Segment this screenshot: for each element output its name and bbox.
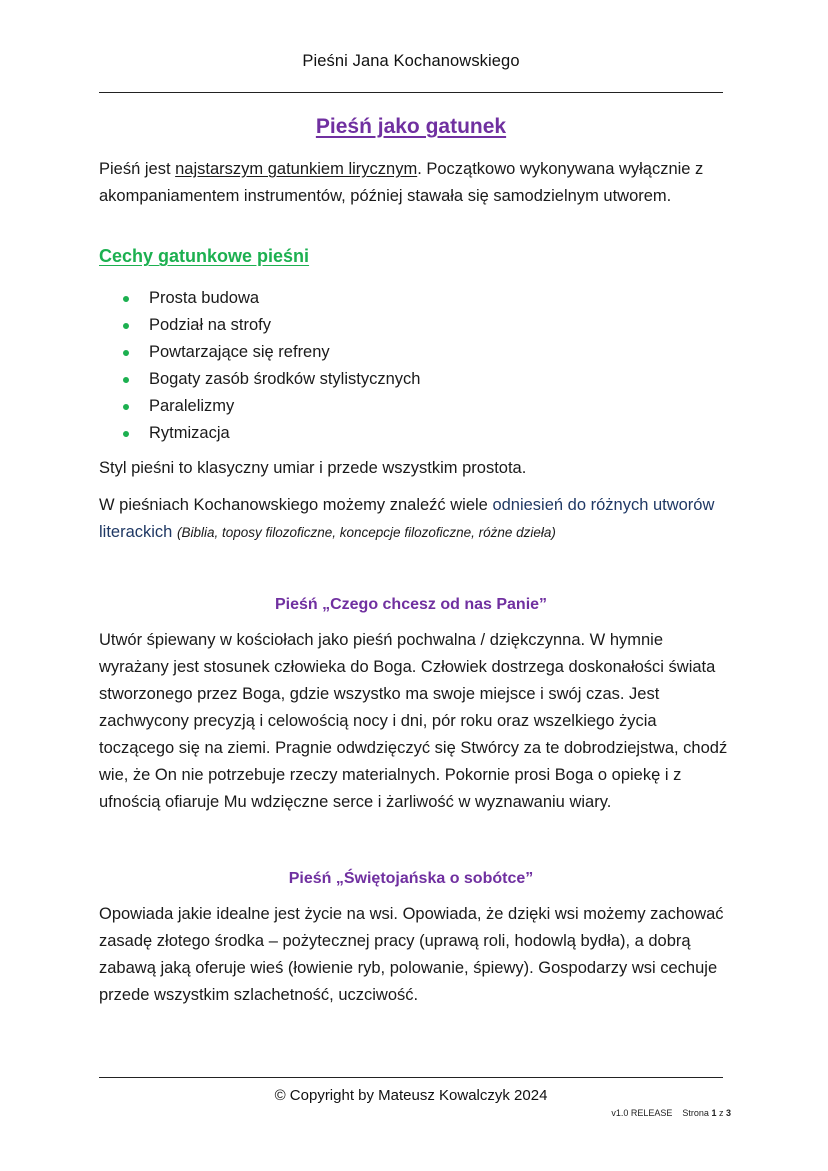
style-note: Styl pieśni to klasyczny umiar i przede wszystkim prostota.	[99, 459, 527, 477]
references-highlight: odniesień do różnych utworów literackich	[99, 496, 715, 541]
intro-underlined-phrase: najstarszym gatunkiem lirycznym	[175, 160, 418, 178]
list-item-text: Prosta budowa	[149, 289, 260, 307]
references-paragraph	[99, 492, 729, 546]
footer-divider	[99, 1077, 723, 1078]
bullet-icon	[123, 350, 129, 356]
page-title: Pieśń jako gatunek	[315, 115, 507, 138]
features-list	[99, 285, 420, 447]
bullet-icon	[123, 323, 129, 329]
section-body-sobotka: Opowiada jakie idealne jest życie na wsi. Opowiada, że dzięki wsi możemy zachować zasadę złotego środka – pożytecznej pracy (uprawą roli, hodowlą bydła), a dobrą zabawą jaką oferuje wieś (łowienie ryb, polowanie, śpiewy). Gospodarzy wsi cechuje przede wszystkim szlachetność, uczciwość.	[99, 905, 724, 1004]
page-total: 3	[725, 1108, 731, 1118]
list-item-text: Podział na strofy	[149, 316, 271, 334]
copyright-notice: © Copyright by Mateusz Kowalczyk 2024	[274, 1087, 548, 1104]
list-item	[99, 312, 420, 339]
intro-paragraph	[99, 156, 729, 210]
list-item-text: Rytmizacja	[149, 424, 230, 442]
references-examples: (Biblia, toposy filozoficzne, koncepcje filozoficzne, różne dzieła)	[176, 525, 556, 540]
bullet-icon	[123, 404, 129, 410]
intro-text-before: Pieśń jest	[99, 160, 176, 178]
list-item-text: Powtarzające się refreny	[149, 343, 330, 361]
list-item	[99, 420, 420, 447]
section-heading-sobotka: Pieśń „Świętojańska o sobótce”	[288, 870, 534, 887]
list-item-text: Paralelizmy	[149, 397, 235, 415]
page-meta	[611, 1108, 731, 1118]
header-divider	[99, 92, 723, 93]
list-item	[99, 285, 420, 312]
list-item	[99, 366, 420, 393]
list-item-text: Bogaty zasób środków stylistycznych	[149, 370, 421, 388]
bullet-icon	[123, 431, 129, 437]
bullet-icon	[123, 296, 129, 302]
intro-text-after: . Początkowo wykonywana wyłącznie z akompaniamentem instrumentów, później stawała się samodzielnym utworem.	[99, 160, 704, 205]
section-heading-czego-chcesz: Pieśń „Czego chcesz od nas Panie”	[274, 596, 548, 613]
page-of: z	[718, 1108, 724, 1118]
running-header: Pieśni Jana Kochanowskiego	[302, 52, 520, 70]
list-item	[99, 339, 420, 366]
bullet-icon	[123, 377, 129, 383]
references-text-before: W pieśniach Kochanowskiego możemy znaleźć wiele	[99, 496, 493, 514]
page-current: 1	[711, 1108, 717, 1118]
page-label: Strona	[682, 1108, 709, 1118]
list-item	[99, 393, 420, 420]
features-heading: Cechy gatunkowe pieśni	[99, 246, 310, 266]
version-label: v1.0 RELEASE	[611, 1108, 673, 1118]
section-body-czego-chcesz: Utwór śpiewany w kościołach jako pieśń pochwalna / dziękczynna. W hymnie wyrażany jest stosunek człowieka do Boga. Człowiek dostrzega doskonałości świata stworzonego przez Boga, gdzie wszystko ma swoje miejsce i swój czas. Jest zachwycony precyzją i celowością nocy i dni, pór roku oraz wszelkiego życia toczącego się na ziemi. Pragnie odwdzięczyć się Stwórcy za te dobrodziejstwa, chodź wie, że On nie potrzebuje rzeczy materialnych. Pokornie prosi Boga o opiekę i z ufnością ofiaruje Mu wdzięczne serce i żarliwość w wyznawaniu wiary.	[99, 631, 728, 811]
